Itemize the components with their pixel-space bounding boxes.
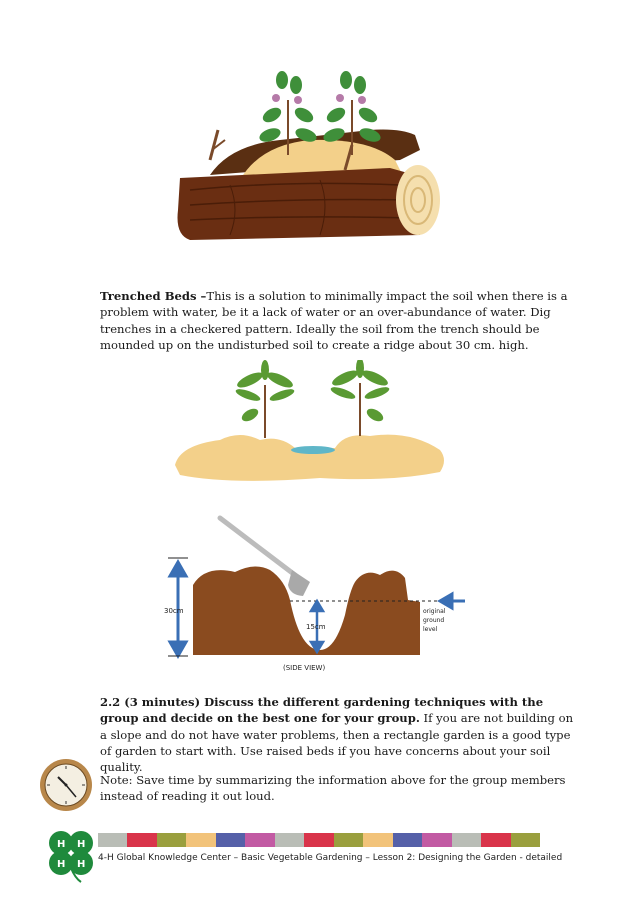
svg-text:H: H: [77, 859, 86, 870]
color-bar-segment: [186, 833, 215, 847]
discuss-body: If you are not building on a slope and do not have water problems, then a rectangle garden is a good type of garden to start with. Use raised beds if you have concerns about your soil quality.: [100, 711, 574, 775]
discuss-paragraph: [100, 694, 575, 775]
original-ground-label-line2: ground: [423, 617, 445, 624]
trenched-beds-illustration: [170, 360, 450, 490]
color-bar-segment: [216, 833, 245, 847]
height-label: 30cm: [164, 607, 184, 615]
footer-text: 4-H Global Knowledge Center – Basic Vegetable Gardening – Lesson 2: Designing the Garden - detailed: [98, 853, 563, 863]
discuss-heading: 2.2 (3 minutes) Discuss the different gardening techniques with the group and decide on the best one for your group.: [100, 695, 544, 726]
svg-text:H: H: [77, 839, 86, 850]
depth-label: 15cm: [306, 623, 326, 631]
color-bar-segment: [334, 833, 363, 847]
original-ground-label-line1: original: [423, 608, 446, 615]
four-h-clover-logo: [45, 828, 97, 884]
color-bar-segment: [452, 833, 481, 847]
color-bar-segment: [393, 833, 422, 847]
note-paragraph: Note: Save time by summarizing the information above for the group members instead of reading it out loud.: [100, 773, 566, 804]
color-bar-segment: [481, 833, 510, 847]
color-bar-segment: [422, 833, 451, 847]
trenched-beds-body: This is a solution to minimally impact the soil when there is a problem with water, be it a lack of water or an over-abundance of water. Dig trenches in a checkered pattern. Ideally the soil from the trench should be mounded up on the undisturbed soil to create a ridge about 30 cm. high.: [100, 289, 568, 352]
svg-text:H: H: [57, 859, 66, 870]
svg-text:H: H: [57, 839, 66, 850]
trenched-beds-paragraph: [100, 288, 575, 353]
color-bar-segment: [157, 833, 186, 847]
color-bar-segment: [127, 833, 156, 847]
color-bar-segment: [363, 833, 392, 847]
color-bar-segment: [511, 833, 540, 847]
hugelkultur-log-illustration: [170, 60, 450, 250]
trench-side-view-diagram: [160, 510, 480, 675]
color-bar-segment: [275, 833, 304, 847]
side-view-label: (SIDE VIEW): [283, 664, 326, 672]
original-ground-label-line3: level: [423, 626, 438, 633]
trenched-beds-heading: Trenched Beds –: [100, 289, 207, 303]
clock-icon: [38, 757, 94, 813]
color-bar-segment: [304, 833, 333, 847]
color-bar-segment: [98, 833, 127, 847]
footer-color-bar: [98, 833, 540, 847]
color-bar-segment: [245, 833, 274, 847]
